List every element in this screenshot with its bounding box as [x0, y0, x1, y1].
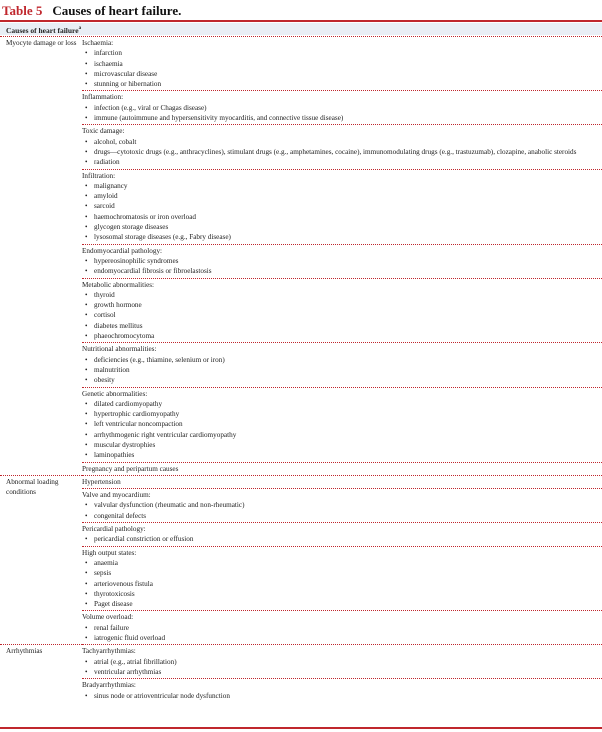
list-item: • lysosomal storage diseases (e.g., Fabry disease): [82, 232, 602, 242]
list-item: • amyloid: [82, 191, 602, 201]
cause-list: [82, 290, 602, 341]
subgroup-title: Pericardial pathology:: [82, 525, 146, 534]
list-item: • malignancy: [82, 181, 602, 191]
list-item: • haemochromatosis or iron overload: [82, 212, 602, 222]
list-item: • left ventricular noncompaction: [82, 419, 602, 429]
list-item: • infarction: [82, 48, 602, 58]
subgroup-title: Metabolic abnormalities:: [82, 280, 155, 289]
cause-list: [82, 558, 602, 609]
cause-list: [82, 691, 602, 701]
cause-list: [82, 103, 602, 124]
list-item: • malnutrition: [82, 365, 602, 375]
subgroup-title: Hypertension: [82, 477, 121, 486]
causes-cell: [82, 475, 602, 644]
list-item: • Paget disease: [82, 599, 602, 609]
list-item: • thyrotoxicosis: [82, 589, 602, 599]
cause-subgroup: [82, 645, 602, 679]
list-item: • arrhythmogenic right ventricular cardiomyopathy: [82, 430, 602, 440]
cause-list: [82, 500, 602, 521]
table-caption: Causes of heart failure.: [52, 3, 182, 18]
cause-list: [82, 48, 602, 89]
list-item: • sarcoid: [82, 201, 602, 211]
category-cell: Abnormal loading conditions: [0, 475, 82, 644]
list-item: • congenital defects: [82, 511, 602, 521]
subgroup-title: High output states:: [82, 548, 137, 557]
subgroup-title: Toxic damage:: [82, 127, 125, 136]
cause-list: [82, 181, 602, 243]
subgroup-title: Genetic abnormalities:: [82, 389, 148, 398]
list-item: • arteriovenous fistula: [82, 579, 602, 589]
list-item: • muscular dystrophies: [82, 440, 602, 450]
list-item: • endomyocardial fibrosis or fibroelastosis: [82, 266, 602, 276]
list-item: • valvular dysfunction (rheumatic and non-rheumatic): [82, 500, 602, 510]
list-item: • laminopathies: [82, 450, 602, 460]
cause-list: [82, 355, 602, 386]
list-item: • ventricular arrhythmias: [82, 667, 602, 677]
cause-subgroup: [82, 245, 602, 279]
cause-subgroup: [82, 37, 602, 91]
causes-cell: [82, 645, 602, 702]
list-item: • renal failure: [82, 623, 602, 633]
subgroup-title: Volume overload:: [82, 613, 134, 622]
list-item: • thyroid: [82, 290, 602, 300]
causes-cell: [82, 37, 602, 475]
list-item: • microvascular disease: [82, 69, 602, 79]
cause-subgroup: [82, 476, 602, 489]
cause-list: [82, 657, 602, 678]
cause-subgroup: [82, 170, 602, 245]
subgroup-title: Inflammation:: [82, 93, 124, 102]
table-number: Table 5: [2, 3, 43, 18]
subgroup-title: Pregnancy and peripartum causes: [82, 464, 179, 473]
subgroup-title: Ischaemia:: [82, 39, 114, 47]
list-item: • iatrogenic fluid overload: [82, 633, 602, 643]
cause-list: [82, 534, 602, 544]
cause-subgroup: [82, 343, 602, 387]
list-item: • stunning or hibernation: [82, 79, 602, 89]
column-header-label: Causes of heart failure: [6, 25, 79, 35]
list-item: • hypereosinophilic syndromes: [82, 256, 602, 266]
list-item: • hypertrophic cardiomyopathy: [82, 409, 602, 419]
cause-subgroup: [82, 611, 602, 644]
cause-subgroup: [82, 279, 602, 344]
subgroup-title: Infiltration:: [82, 171, 116, 180]
list-item: • alcohol, cobalt: [82, 137, 602, 147]
list-item: • dilated cardiomyopathy: [82, 399, 602, 409]
list-item: • phaeochromocytoma: [82, 331, 602, 341]
subgroup-title: Endomyocardial pathology:: [82, 246, 163, 255]
list-item: • pericardial constriction or effusion: [82, 534, 602, 544]
cause-list: [82, 137, 602, 168]
column-header: [0, 23, 602, 35]
list-item: • deficiencies (e.g., thiamine, selenium or iron): [82, 355, 602, 365]
list-item: • radiation: [82, 157, 602, 167]
subgroup-title: Bradyarrhythmias:: [82, 681, 136, 690]
subgroup-title: Tachyarrhythmias:: [82, 647, 136, 656]
list-item: • diabetes mellitus: [82, 321, 602, 331]
list-item: • infection (e.g., viral or Chagas disease): [82, 103, 602, 113]
cause-subgroup: [82, 489, 602, 523]
list-item: • glycogen storage diseases: [82, 222, 602, 232]
list-item: • anaemia: [82, 558, 602, 568]
list-item: • ischaemia: [82, 59, 602, 69]
subgroup-title: Valve and myocardium:: [82, 491, 151, 500]
causes-table: [0, 37, 602, 702]
category-cell: Arrhythmias: [6, 647, 43, 656]
list-item: • sinus node or atrioventricular node dysfunction: [82, 691, 602, 701]
list-item: • obesity: [82, 375, 602, 385]
top-rule: [0, 20, 602, 22]
column-header-footnote-mark: a: [78, 26, 82, 31]
list-item: • drugs—cytotoxic drugs (e.g., anthracyclines), stimulant drugs (e.g., amphetamines, cocaine), immunomodulating drugs (e.g., trastuzumab), clozapine, anabolic steroids: [82, 147, 602, 157]
cause-subgroup: [82, 463, 602, 475]
table-row: [0, 37, 602, 475]
cause-subgroup: [82, 523, 602, 547]
list-item: • immune (autoimmune and hypersensitivity myocarditis, and connective tissue disease): [82, 113, 602, 123]
bottom-rule: [0, 727, 602, 729]
list-item: • growth hormone: [82, 300, 602, 310]
list-item: • atrial (e.g., atrial fibrillation): [82, 657, 602, 667]
cause-subgroup: [82, 125, 602, 169]
table-row: [0, 645, 602, 702]
cause-list: [82, 623, 602, 644]
list-item: • sepsis: [82, 568, 602, 578]
subgroup-title: Nutritional abnormalities:: [82, 345, 157, 354]
cause-subgroup: [82, 547, 602, 612]
cause-subgroup: [82, 679, 602, 702]
cause-list: [82, 256, 602, 277]
cause-subgroup: [82, 388, 602, 463]
cause-subgroup: [82, 91, 602, 125]
category-cell: Myocyte damage or loss: [0, 37, 82, 475]
cause-list: [82, 399, 602, 461]
table-title: [2, 2, 598, 20]
table-row: [0, 475, 602, 644]
list-item: • cortisol: [82, 310, 602, 320]
